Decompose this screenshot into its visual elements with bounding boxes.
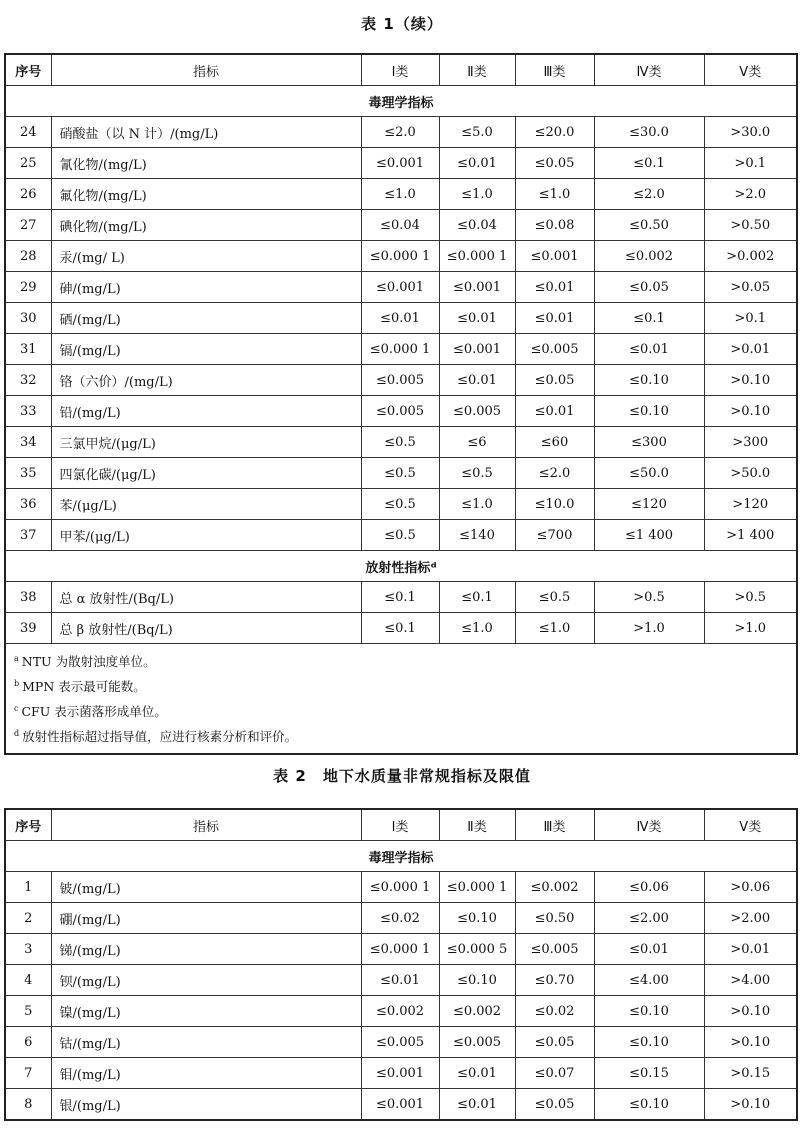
value-class-1: ≤0.5 [361, 489, 439, 520]
table2-caption: 表 2 地下水质量非常规指标及限值 [273, 767, 531, 785]
row-seq: 25 [5, 148, 51, 179]
value-class-2: ≤0.001 [439, 334, 515, 365]
row-seq: 30 [5, 303, 51, 334]
value-class-5: >0.10 [704, 1089, 797, 1121]
table-row [5, 458, 797, 489]
value-class-2: ≤0.000 1 [439, 241, 515, 272]
section-header [5, 86, 797, 117]
value-class-4: ≤50.0 [594, 458, 704, 489]
table-row [5, 396, 797, 427]
header-indicator: 指标 [51, 809, 361, 841]
row-seq: 29 [5, 272, 51, 303]
value-class-3: ≤0.005 [515, 934, 594, 965]
value-class-4: ≤0.50 [594, 210, 704, 241]
header-class-1: Ⅰ类 [361, 809, 439, 841]
row-indicator: 锑/(mg/L) [51, 934, 361, 965]
table-row [5, 1058, 797, 1089]
value-class-1: ≤0.5 [361, 458, 439, 489]
value-class-1: ≤0.000 1 [361, 934, 439, 965]
table-row [5, 427, 797, 458]
footnote-text: NTU 为散射浊度单位。 [21, 654, 156, 670]
value-class-2: ≤0.10 [439, 965, 515, 996]
header-class-4: Ⅳ类 [594, 54, 704, 86]
row-seq: 38 [5, 582, 51, 613]
value-class-2: ≤0.01 [439, 365, 515, 396]
footnote-mark: d [14, 729, 20, 739]
value-class-3: ≤0.07 [515, 1058, 594, 1089]
value-class-1: ≤0.04 [361, 210, 439, 241]
value-class-1: ≤0.001 [361, 272, 439, 303]
table2 [4, 808, 798, 1121]
footnote-text: CFU 表示菌落形成单位。 [21, 704, 167, 720]
header-class-5: Ⅴ类 [704, 809, 797, 841]
row-indicator: 铅/(mg/L) [51, 396, 361, 427]
value-class-5: >1.0 [704, 613, 797, 644]
value-class-4: ≤0.15 [594, 1058, 704, 1089]
row-indicator: 碘化物/(mg/L) [51, 210, 361, 241]
value-class-4: ≤1 400 [594, 520, 704, 551]
value-class-1: ≤0.01 [361, 303, 439, 334]
value-class-3: ≤0.002 [515, 872, 594, 903]
footnote [14, 648, 788, 673]
table-row [5, 903, 797, 934]
value-class-5: >0.10 [704, 996, 797, 1027]
value-class-4: >1.0 [594, 613, 704, 644]
table-row [5, 489, 797, 520]
header-class-1: Ⅰ类 [361, 54, 439, 86]
value-class-1: ≤0.02 [361, 903, 439, 934]
table-row [5, 965, 797, 996]
table-row [5, 117, 797, 148]
value-class-1: ≤0.01 [361, 965, 439, 996]
value-class-5: >4.00 [704, 965, 797, 996]
value-class-1: ≤0.5 [361, 427, 439, 458]
value-class-4: ≤0.10 [594, 365, 704, 396]
value-class-3: ≤1.0 [515, 613, 594, 644]
table-row [5, 303, 797, 334]
value-class-4: ≤0.01 [594, 934, 704, 965]
row-seq: 36 [5, 489, 51, 520]
value-class-5: >2.00 [704, 903, 797, 934]
value-class-3: ≤0.70 [515, 965, 594, 996]
header-class-2: Ⅱ类 [439, 54, 515, 86]
row-indicator: 钼/(mg/L) [51, 1058, 361, 1089]
value-class-2: ≤0.002 [439, 996, 515, 1027]
row-indicator: 硒/(mg/L) [51, 303, 361, 334]
value-class-5: >0.01 [704, 334, 797, 365]
table-row [5, 582, 797, 613]
value-class-3: ≤0.02 [515, 996, 594, 1027]
value-class-1: ≤0.005 [361, 396, 439, 427]
value-class-4: ≤30.0 [594, 117, 704, 148]
value-class-5: >50.0 [704, 458, 797, 489]
table-row [5, 613, 797, 644]
row-indicator: 镉/(mg/L) [51, 334, 361, 365]
value-class-3: ≤0.08 [515, 210, 594, 241]
row-indicator: 四氯化碳/(μg/L) [51, 458, 361, 489]
value-class-5: >30.0 [704, 117, 797, 148]
table-row [5, 996, 797, 1027]
header-class-4: Ⅳ类 [594, 809, 704, 841]
value-class-3: ≤0.005 [515, 334, 594, 365]
footnote [14, 698, 788, 723]
table-row [5, 365, 797, 396]
value-class-4: ≤0.01 [594, 334, 704, 365]
row-indicator: 总 β 放射性/(Bq/L) [51, 613, 361, 644]
row-seq: 31 [5, 334, 51, 365]
row-seq: 35 [5, 458, 51, 489]
row-seq: 5 [5, 996, 51, 1027]
value-class-4: ≤120 [594, 489, 704, 520]
header-indicator: 指标 [51, 54, 361, 86]
value-class-2: ≤0.04 [439, 210, 515, 241]
value-class-1: ≤0.000 1 [361, 872, 439, 903]
header-class-2: Ⅱ类 [439, 809, 515, 841]
row-indicator: 镍/(mg/L) [51, 996, 361, 1027]
row-seq: 28 [5, 241, 51, 272]
row-indicator: 氟化物/(mg/L) [51, 179, 361, 210]
table-row [5, 148, 797, 179]
value-class-1: ≤0.001 [361, 148, 439, 179]
value-class-3: ≤20.0 [515, 117, 594, 148]
value-class-4: ≤2.00 [594, 903, 704, 934]
footnote-mark: a [14, 654, 19, 663]
value-class-2: ≤0.000 1 [439, 872, 515, 903]
table1-header-row [5, 54, 797, 86]
table-row [5, 872, 797, 903]
value-class-2: ≤0.01 [439, 1058, 515, 1089]
section-header [5, 841, 797, 872]
value-class-4: ≤0.06 [594, 872, 704, 903]
row-indicator: 汞/(mg/ L) [51, 241, 361, 272]
section-title: 放射性指标ᵈ [5, 551, 797, 582]
value-class-2: ≤1.0 [439, 179, 515, 210]
table-row [5, 1027, 797, 1058]
value-class-5: >0.10 [704, 396, 797, 427]
table-row [5, 241, 797, 272]
row-indicator: 钡/(mg/L) [51, 965, 361, 996]
section-header [5, 551, 797, 582]
value-class-3: ≤0.01 [515, 303, 594, 334]
value-class-3: ≤0.05 [515, 1089, 594, 1121]
row-indicator: 三氯甲烷/(μg/L) [51, 427, 361, 458]
row-seq: 7 [5, 1058, 51, 1089]
value-class-5: >0.002 [704, 241, 797, 272]
header-class-3: Ⅲ类 [515, 54, 594, 86]
value-class-4: ≤0.10 [594, 1089, 704, 1121]
value-class-3: ≤10.0 [515, 489, 594, 520]
value-class-5: >0.1 [704, 303, 797, 334]
value-class-2: ≤0.01 [439, 303, 515, 334]
value-class-5: >0.01 [704, 934, 797, 965]
value-class-3: ≤0.01 [515, 396, 594, 427]
footnote-mark: c [14, 704, 19, 714]
value-class-4: ≤0.05 [594, 272, 704, 303]
table-row [5, 179, 797, 210]
value-class-3: ≤1.0 [515, 179, 594, 210]
row-seq: 8 [5, 1089, 51, 1121]
value-class-3: ≤0.01 [515, 272, 594, 303]
section-title: 毒理学指标 [5, 86, 797, 117]
notes-cell [5, 644, 797, 754]
row-indicator: 砷/(mg/L) [51, 272, 361, 303]
value-class-3: ≤0.05 [515, 365, 594, 396]
value-class-5: >0.15 [704, 1058, 797, 1089]
row-seq: 3 [5, 934, 51, 965]
table-notes [5, 644, 797, 754]
value-class-1: ≤0.1 [361, 582, 439, 613]
value-class-2: ≤6 [439, 427, 515, 458]
row-indicator: 硼/(mg/L) [51, 903, 361, 934]
row-indicator: 甲苯/(μg/L) [51, 520, 361, 551]
value-class-4: >0.5 [594, 582, 704, 613]
row-seq: 34 [5, 427, 51, 458]
value-class-4: ≤0.1 [594, 148, 704, 179]
row-indicator: 铬（六价）/(mg/L) [51, 365, 361, 396]
value-class-3: ≤0.05 [515, 148, 594, 179]
row-seq: 39 [5, 613, 51, 644]
row-seq: 26 [5, 179, 51, 210]
value-class-1: ≤0.000 1 [361, 241, 439, 272]
value-class-3: ≤0.05 [515, 1027, 594, 1058]
table1 [4, 53, 798, 755]
row-indicator: 硝酸盐（以 N 计）/(mg/L) [51, 117, 361, 148]
value-class-5: >0.50 [704, 210, 797, 241]
value-class-5: >0.10 [704, 365, 797, 396]
value-class-3: ≤60 [515, 427, 594, 458]
table1-caption: 表 1（续） [361, 15, 443, 33]
row-indicator: 铍/(mg/L) [51, 872, 361, 903]
value-class-5: >1 400 [704, 520, 797, 551]
value-class-2: ≤0.000 5 [439, 934, 515, 965]
table-row [5, 934, 797, 965]
value-class-1: ≤0.000 1 [361, 334, 439, 365]
value-class-3: ≤0.001 [515, 241, 594, 272]
footnote-text: 放射性指标超过指导值，应进行核素分析和评价。 [22, 729, 298, 745]
header-seq: 序号 [5, 54, 51, 86]
row-seq: 37 [5, 520, 51, 551]
value-class-2: ≤5.0 [439, 117, 515, 148]
value-class-1: ≤0.002 [361, 996, 439, 1027]
value-class-2: ≤1.0 [439, 489, 515, 520]
value-class-4: ≤300 [594, 427, 704, 458]
value-class-2: ≤140 [439, 520, 515, 551]
value-class-1: ≤1.0 [361, 179, 439, 210]
value-class-1: ≤2.0 [361, 117, 439, 148]
row-indicator: 钴/(mg/L) [51, 1027, 361, 1058]
value-class-5: >0.1 [704, 148, 797, 179]
row-seq: 6 [5, 1027, 51, 1058]
value-class-4: ≤0.1 [594, 303, 704, 334]
value-class-5: >120 [704, 489, 797, 520]
table-row [5, 210, 797, 241]
value-class-5: >0.06 [704, 872, 797, 903]
value-class-4: ≤0.10 [594, 396, 704, 427]
value-class-2: ≤0.001 [439, 272, 515, 303]
value-class-2: ≤1.0 [439, 613, 515, 644]
value-class-5: >0.5 [704, 582, 797, 613]
row-seq: 4 [5, 965, 51, 996]
value-class-1: ≤0.005 [361, 365, 439, 396]
value-class-4: ≤4.00 [594, 965, 704, 996]
value-class-3: ≤2.0 [515, 458, 594, 489]
table-row [5, 272, 797, 303]
section-title: 毒理学指标 [5, 841, 797, 872]
row-seq: 1 [5, 872, 51, 903]
value-class-4: ≤0.10 [594, 1027, 704, 1058]
row-indicator: 氰化物/(mg/L) [51, 148, 361, 179]
footnote-text: MPN 表示最可能数。 [22, 679, 146, 695]
row-seq: 24 [5, 117, 51, 148]
table2-header-row [5, 809, 797, 841]
footnote [14, 673, 788, 698]
table-row [5, 1089, 797, 1121]
header-class-5: Ⅴ类 [704, 54, 797, 86]
value-class-2: ≤0.01 [439, 1089, 515, 1121]
row-seq: 32 [5, 365, 51, 396]
footnote-mark: b [14, 679, 20, 689]
row-indicator: 总 α 放射性/(Bq/L) [51, 582, 361, 613]
value-class-2: ≤0.1 [439, 582, 515, 613]
value-class-5: >2.0 [704, 179, 797, 210]
value-class-4: ≤0.002 [594, 241, 704, 272]
value-class-1: ≤0.001 [361, 1089, 439, 1121]
footnote [14, 723, 788, 748]
table-row [5, 334, 797, 365]
row-indicator: 苯/(μg/L) [51, 489, 361, 520]
value-class-2: ≤0.005 [439, 1027, 515, 1058]
value-class-2: ≤0.5 [439, 458, 515, 489]
value-class-1: ≤0.005 [361, 1027, 439, 1058]
value-class-3: ≤700 [515, 520, 594, 551]
value-class-2: ≤0.01 [439, 148, 515, 179]
value-class-1: ≤0.001 [361, 1058, 439, 1089]
value-class-2: ≤0.10 [439, 903, 515, 934]
value-class-3: ≤0.50 [515, 903, 594, 934]
value-class-5: >0.10 [704, 1027, 797, 1058]
value-class-4: ≤2.0 [594, 179, 704, 210]
value-class-3: ≤0.5 [515, 582, 594, 613]
table-row [5, 520, 797, 551]
value-class-1: ≤0.5 [361, 520, 439, 551]
row-seq: 2 [5, 903, 51, 934]
row-seq: 27 [5, 210, 51, 241]
value-class-5: >0.05 [704, 272, 797, 303]
value-class-1: ≤0.1 [361, 613, 439, 644]
value-class-5: >300 [704, 427, 797, 458]
value-class-4: ≤0.10 [594, 996, 704, 1027]
row-seq: 33 [5, 396, 51, 427]
value-class-2: ≤0.005 [439, 396, 515, 427]
header-class-3: Ⅲ类 [515, 809, 594, 841]
row-indicator: 银/(mg/L) [51, 1089, 361, 1121]
header-seq: 序号 [5, 809, 51, 841]
